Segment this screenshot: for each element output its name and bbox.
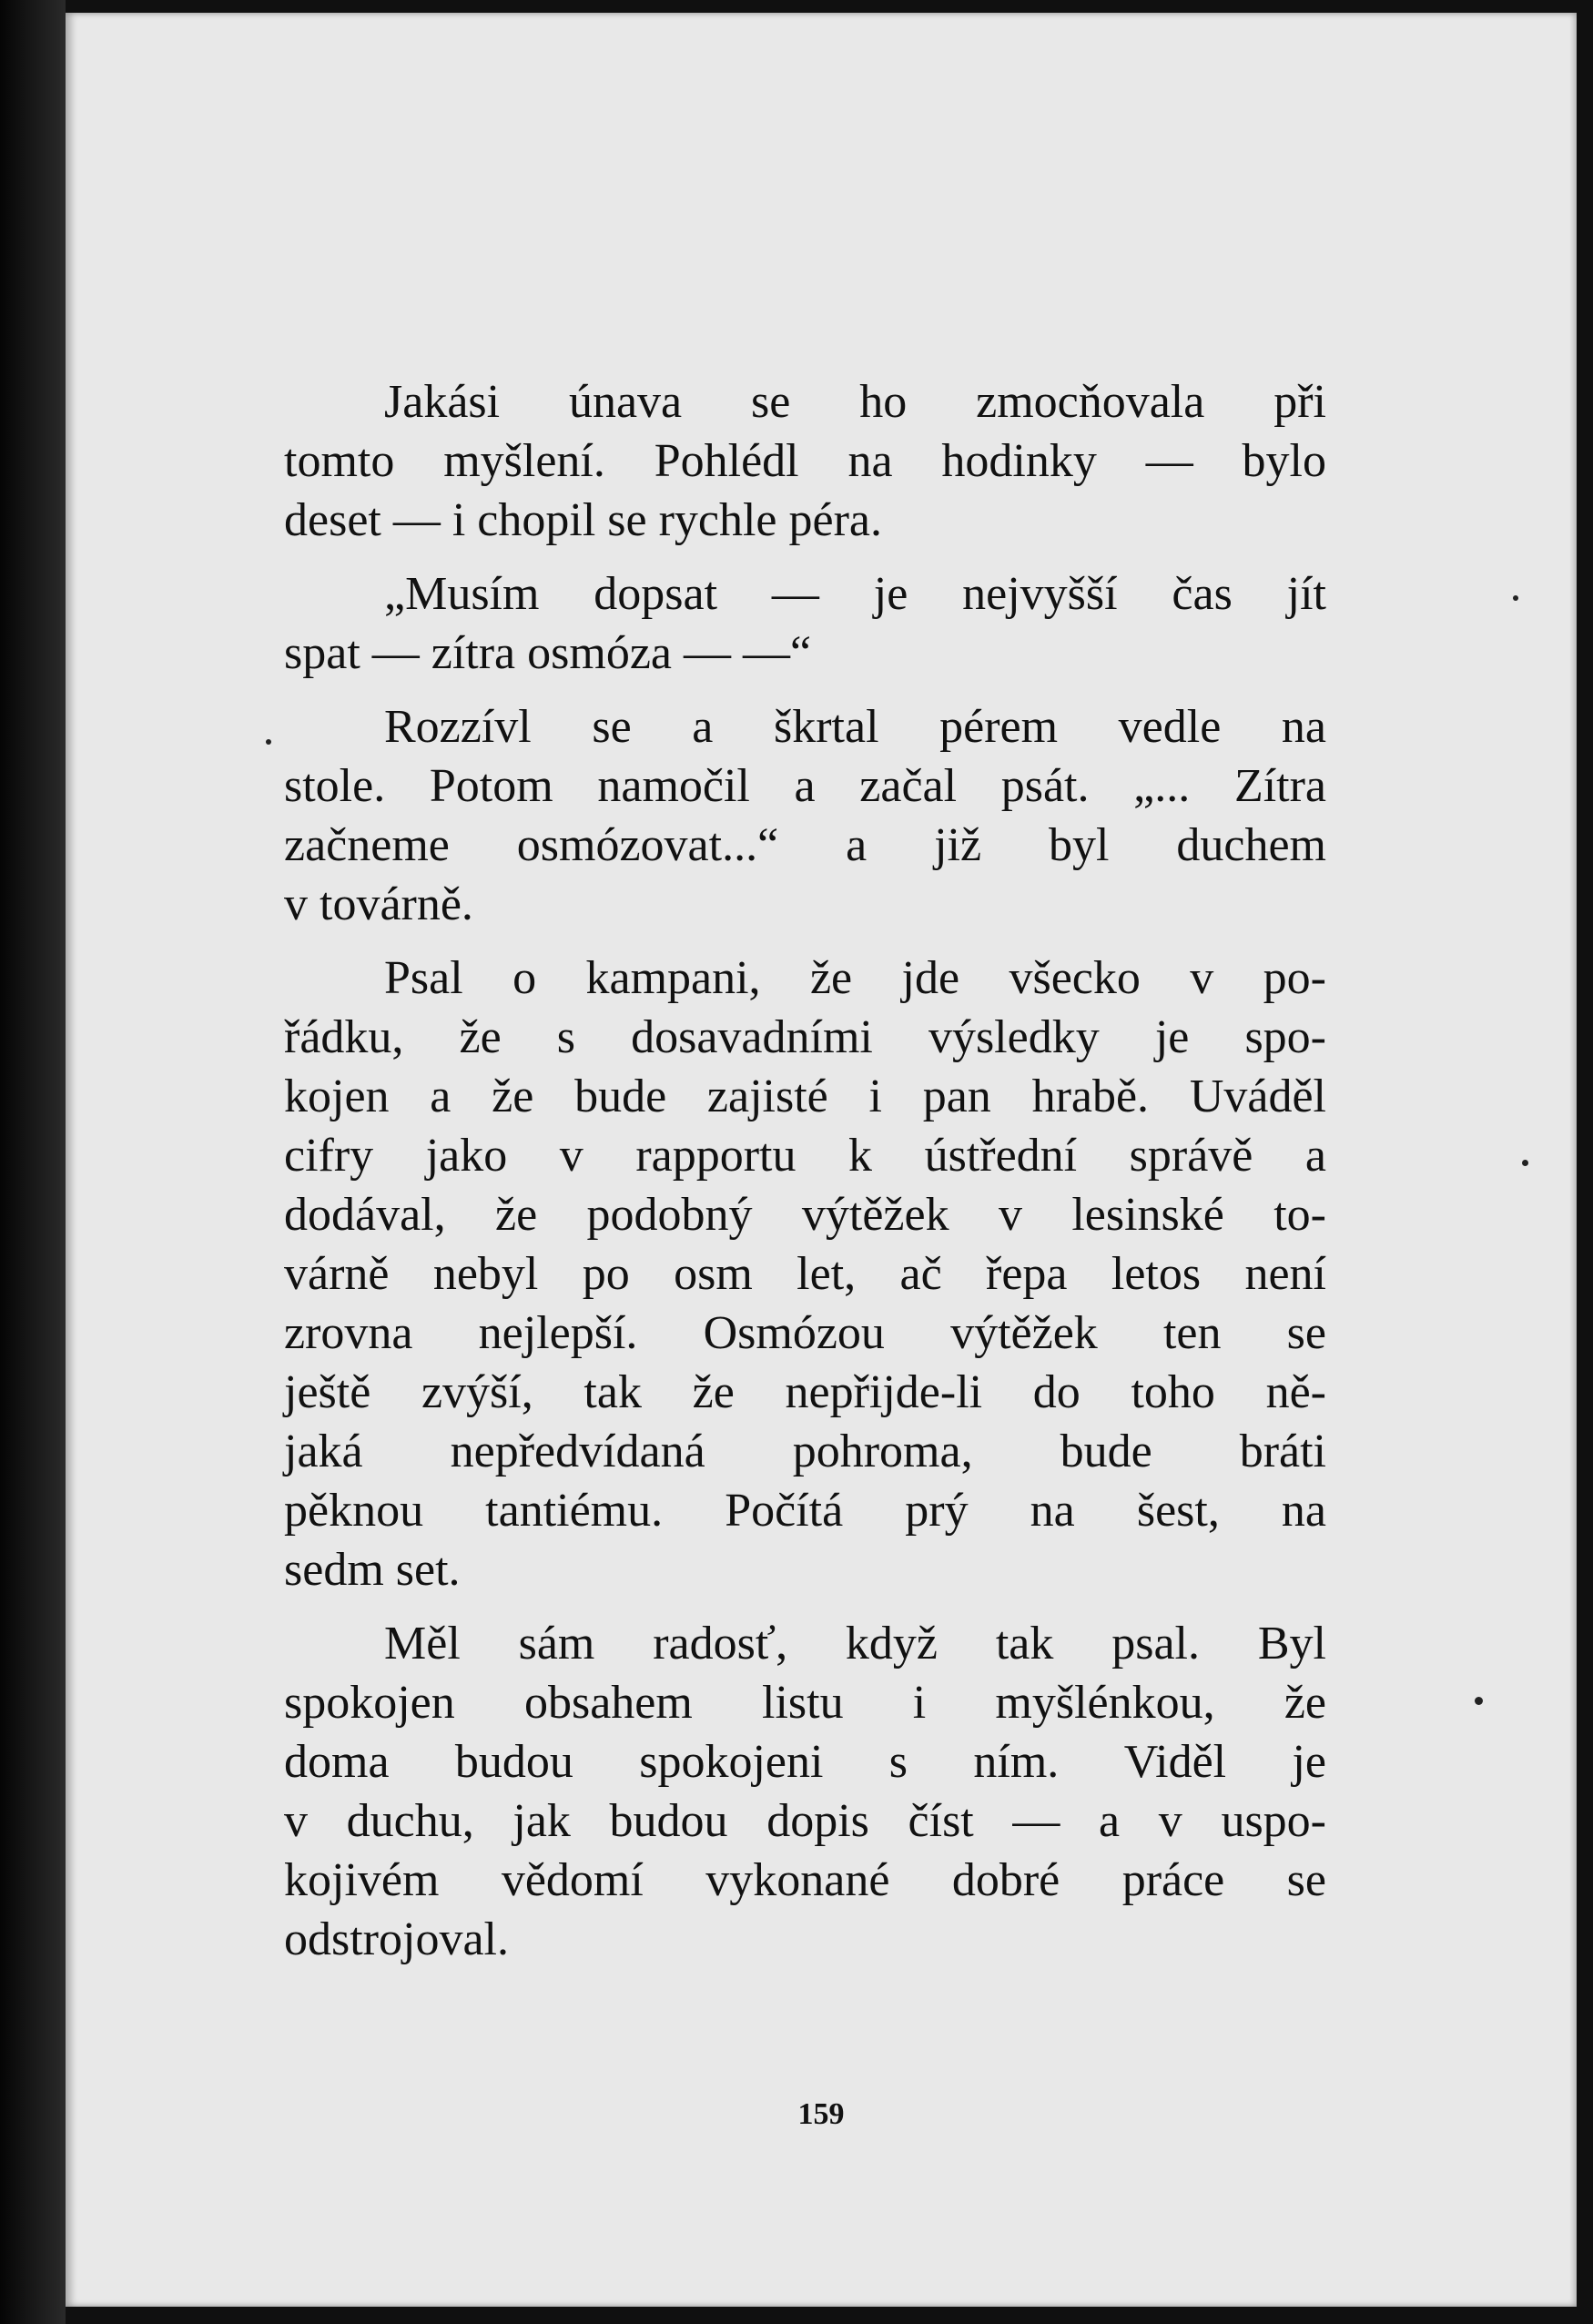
paragraph: [284, 697, 1326, 934]
body-text: [284, 372, 1326, 1969]
paragraph: [284, 372, 1326, 550]
text-line: várně nebyl po osm let, ač řepa letos není: [284, 1248, 1326, 1300]
page-speck: [1513, 595, 1518, 601]
text-line: v duchu, jak budou dopis číst — a v uspo-: [284, 1795, 1326, 1847]
text-line: Měl sám radosť, když tak psal. Byl: [384, 1618, 1326, 1669]
paragraph: [284, 949, 1326, 1599]
text-line: cifry jako v rapportu k ústřední správě a: [284, 1130, 1326, 1182]
text-line: Jakási únava se ho zmocňovala při: [384, 376, 1326, 428]
text-line: Psal o kampani, že jde všecko v po-: [384, 952, 1326, 1004]
text-line: deset — i chopil se rychle péra.: [284, 494, 882, 546]
scan-edge: [0, 0, 66, 2324]
text-line: sedm set.: [284, 1544, 461, 1596]
text-line: „Musím dopsat — je nejvyšší čas jít: [384, 568, 1326, 620]
text-line: řádku, že s dosavadními výsledky je spo-: [284, 1011, 1326, 1063]
text-line: doma budou spokojeni s ním. Viděl je: [284, 1736, 1326, 1788]
paragraph: [284, 564, 1326, 683]
text-line: kojen a že bude zajisté i pan hrabě. Uváděl: [284, 1071, 1326, 1122]
text-line: zrovna nejlepší. Osmózou výtěžek ten se: [284, 1307, 1326, 1359]
text-line: spokojen obsahem listu i myšlénkou, že: [284, 1677, 1326, 1729]
text-line: v továrně.: [284, 878, 473, 930]
text-line: kojivém vědomí vykonané dobré práce se: [284, 1854, 1326, 1906]
book-page: [66, 13, 1577, 2307]
text-line: ještě zvýší, tak že nepřijde-li do toho ně-: [284, 1366, 1326, 1418]
page-speck: [266, 739, 271, 745]
page-number: 159: [797, 2097, 845, 2131]
text-line: dodával, že podobný výtěžek v lesinské to-: [284, 1189, 1326, 1241]
text-line: spat — zítra osmóza — —“: [284, 627, 812, 679]
paragraph: [284, 1614, 1326, 1969]
page-speck: [1522, 1160, 1528, 1166]
text-line: Rozzívl se a škrtal pérem vedle na: [384, 701, 1326, 753]
text-line: jaká nepředvídaná pohroma, bude bráti: [284, 1426, 1326, 1477]
text-line: tomto myšlení. Pohlédl na hodinky — bylo: [284, 435, 1326, 487]
text-line: začneme osmózovat...“ a již byl duchem: [284, 819, 1326, 871]
text-line: pěknou tantiému. Počítá prý na šest, na: [284, 1485, 1326, 1537]
text-line: odstrojoval.: [284, 1913, 509, 1965]
page-speck: [1475, 1697, 1483, 1705]
text-line: stole. Potom namočil a začal psát. „... Zítra: [284, 760, 1326, 812]
